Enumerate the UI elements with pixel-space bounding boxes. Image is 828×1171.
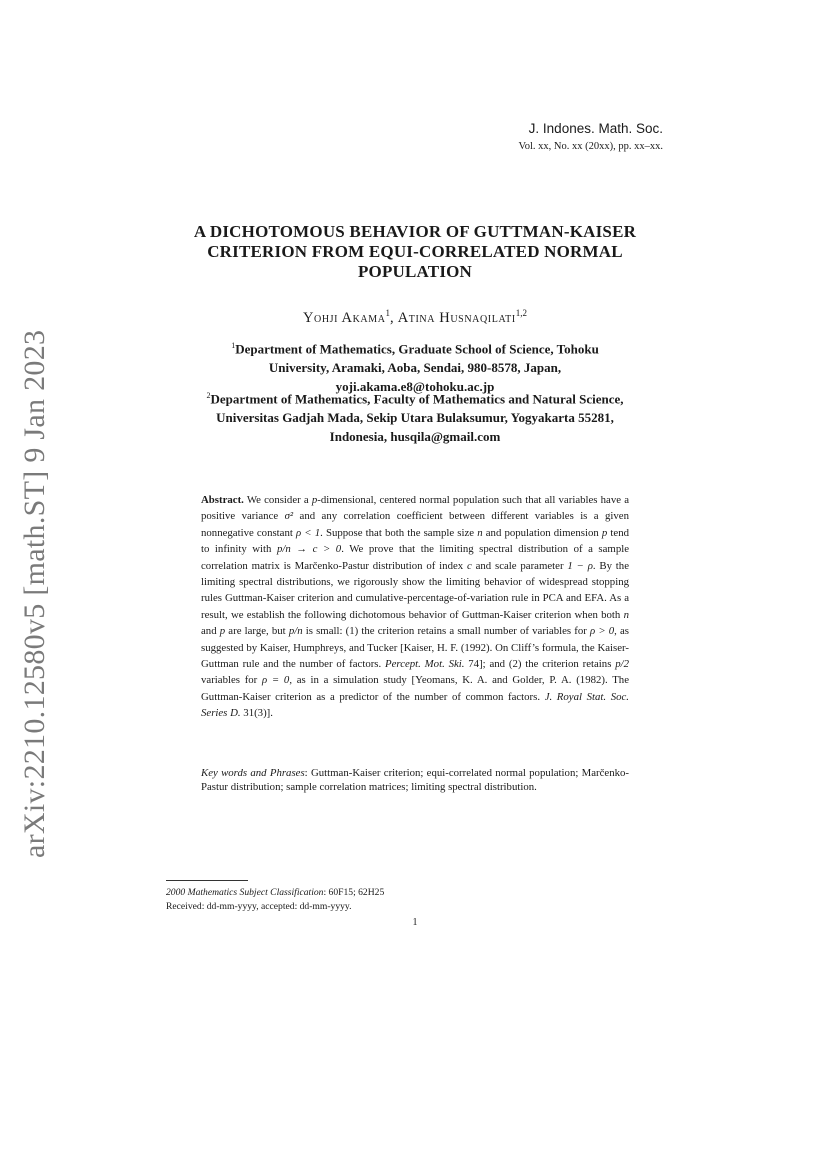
journal-volume: Vol. xx, No. xx (20xx), pp. xx–xx. [518, 141, 663, 152]
affiliation-2-line-2: Universitas Gadjah Mada, Sekip Utara Bulaksumur, Yogyakarta 55281, [216, 410, 614, 426]
received-footnote: Received: dd-mm-yyyy, accepted: dd-mm-yyyy. [166, 901, 352, 912]
arxiv-identifier: arXiv:2210.12580v5 [math.ST] 9 Jan 2023 [18, 329, 51, 858]
author-1-name: Yohji Akama [302, 309, 386, 326]
abstract: Abstract. We consider a p-dimensional, centered normal population such that all variables have a positive variance σ² and any correlation coefficient between different variables is a given nonnegative constant ρ < 1. Suppose that both the sample size n and population dimension p tend to infinity with p/n → c > 0. We prove that the limiting spectral distribution of a sample correlation matrix is Marčenko-Pastur distribution of index c and scale parameter 1 − ρ. By the limiting spectral distributions, we rigorously show the limiting behavior of widespread stopping rules Guttman-Kaiser criterion and cumulative-percentage-of-variation rule in PCA and EFA. As a result, we establish the following dichotomous behavior of Guttman-Kaiser criterion when both n and p are large, but p/n is small: (1) the criterion retains a small number of variables for ρ > 0, as suggested by Kaiser, Humphreys, and Tucker [Kaiser, H. F. (1992). On Cliff’s formula, the Kaiser-Guttman rule and the number of factors. Percept. Mot. Ski. 74]; and (2) the criterion retains p/2 variables for ρ = 0, as in a simulation study [Yeomans, K. A. and Golder, P. A. (1982). The Guttman-Kaiser criterion as a predictor of the number of common factors. J. Royal Stat. Soc. Series D. 31(3)]. [201, 494, 630, 720]
msc-footnote [166, 886, 384, 899]
paper-title [165, 222, 665, 282]
title-line-1: A DICHOTOMOUS BEHAVIOR OF GUTTMAN-KAISER [193, 222, 637, 241]
author-2-name: Atina Husnaqilati [397, 309, 516, 326]
author-2-affiliation-mark: 1,2 [515, 308, 528, 318]
affiliation-2 [155, 386, 675, 446]
affiliation-2-line-1: Department of Mathematics, Faculty of Mathematics and Natural Science, [210, 391, 624, 407]
abstract-label: Abstract. [201, 494, 244, 506]
affiliation-1-line-1: Department of Mathematics, Graduate School of Science, Tohoku [235, 341, 599, 357]
msc-value: : 60F15; 62H25 [323, 887, 385, 898]
footnote-rule [166, 880, 248, 881]
affiliation-1-mark: 1 [231, 341, 236, 350]
title-line-3: POPULATION [357, 262, 473, 281]
journal-header [519, 120, 663, 154]
author-separator: , [390, 309, 398, 326]
journal-name: J. Indones. Math. Soc. [528, 121, 663, 136]
msc-label: 2000 Mathematics Subject Classification [166, 887, 324, 898]
keywords [201, 766, 629, 794]
author-list [165, 308, 665, 327]
keywords-text: : Guttman-Kaiser criterion; equi-correlated normal population; Marčenko-Pastur distribution; sample correlation matrices; limiting spectral distribution. [201, 767, 629, 793]
keywords-label: Key words and Phrases [201, 767, 305, 779]
citation-journal-1: Percept. Mot. Ski. [385, 658, 465, 671]
title-line-2: CRITERION FROM EQUI-CORRELATED NORMAL [207, 242, 623, 261]
affiliation-1-line-2: University, Aramaki, Aoba, Sendai, 980-8578, Japan, [268, 360, 562, 376]
author-1-affiliation-mark: 1 [385, 308, 391, 318]
affiliation-2-mark: 2 [206, 391, 211, 400]
affiliation-2-email: Indonesia, husqila@gmail.com [329, 429, 501, 445]
page-number: 1 [412, 917, 418, 928]
affiliation-1-email: yoji.akama.e8@tohoku.ac.jp [335, 379, 495, 395]
citation-journal-2: J. Royal Stat. Soc. Series D. [201, 690, 629, 720]
